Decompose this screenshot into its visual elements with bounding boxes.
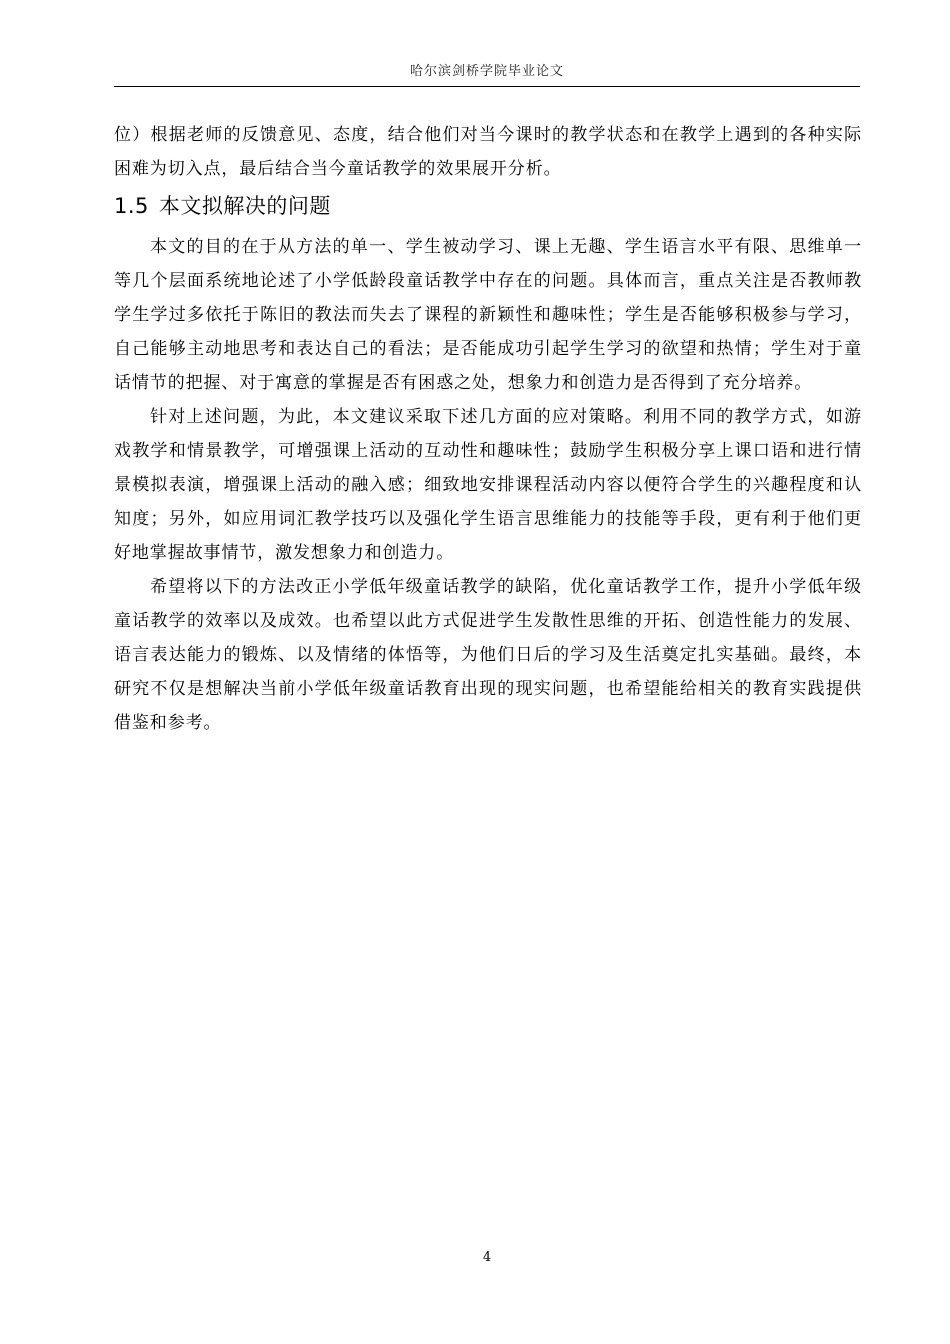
page-number: 4 [482,1250,492,1265]
section-title: 本文拟解决的问题 [158,194,331,218]
continuation-paragraph: 位）根据老师的反馈意见、态度，结合他们对当今课时的教学状态和在教学上遇到的各种实际困难为切入点，最后结合当今童话教学的效果展开分析。 [114,125,862,179]
header-divider [114,86,860,87]
body-paragraph-2: 针对上述问题，为此，本文建议采取下述几方面的应对策略。利用不同的教学方式，如游戏教学和情景教学，可增强课上活动的互动性和趣味性；鼓励学生积极分享上课口语和进行情景模拟表演，增强课上活动的融入感；细致地安排课程活动内容以便符合学生的兴趣程度和认知度；另外，如应用词汇教学技巧以及强化学生语言思维能力的技能等手段，更有利于他们更好地掌握故事情节，激发想象力和创造力。 [114,407,862,563]
section-heading [114,188,862,224]
document-body [114,118,862,740]
page-header-title: 哈尔滨剑桥学院毕业论文 [409,64,564,79]
body-paragraph-3: 希望将以下的方法改正小学低年级童话教学的缺陷，优化童话教学工作，提升小学低年级童话教学的效率以及成效。也希望以此方式促进学生发散性思维的开拓、创造性能力的发展、语言表达能力的锻炼、以及情绪的体悟等，为他们日后的学习及生活奠定扎实基础。最终，本研究不仅是想解决当前小学低年级童话教育出现的现实问题，也希望能给相关的教育实践提供借鉴和参考。 [114,577,862,733]
section-number: 1.5 [114,194,149,218]
body-paragraph-1: 本文的目的在于从方法的单一、学生被动学习、课上无趣、学生语言水平有限、思维单一等几个层面系统地论述了小学低龄段童话教学中存在的问题。具体而言，重点关注是否教师教学生学过多依托于陈旧的教法而失去了课程的新颖性和趣味性；学生是否能够积极参与学习，自己能够主动地思考和表达自己的看法；是否能成功引起学生学习的欲望和热情；学生对于童话情节的把握、对于寓意的掌握是否有困惑之处，想象力和创造力是否得到了充分培养。 [114,237,862,393]
